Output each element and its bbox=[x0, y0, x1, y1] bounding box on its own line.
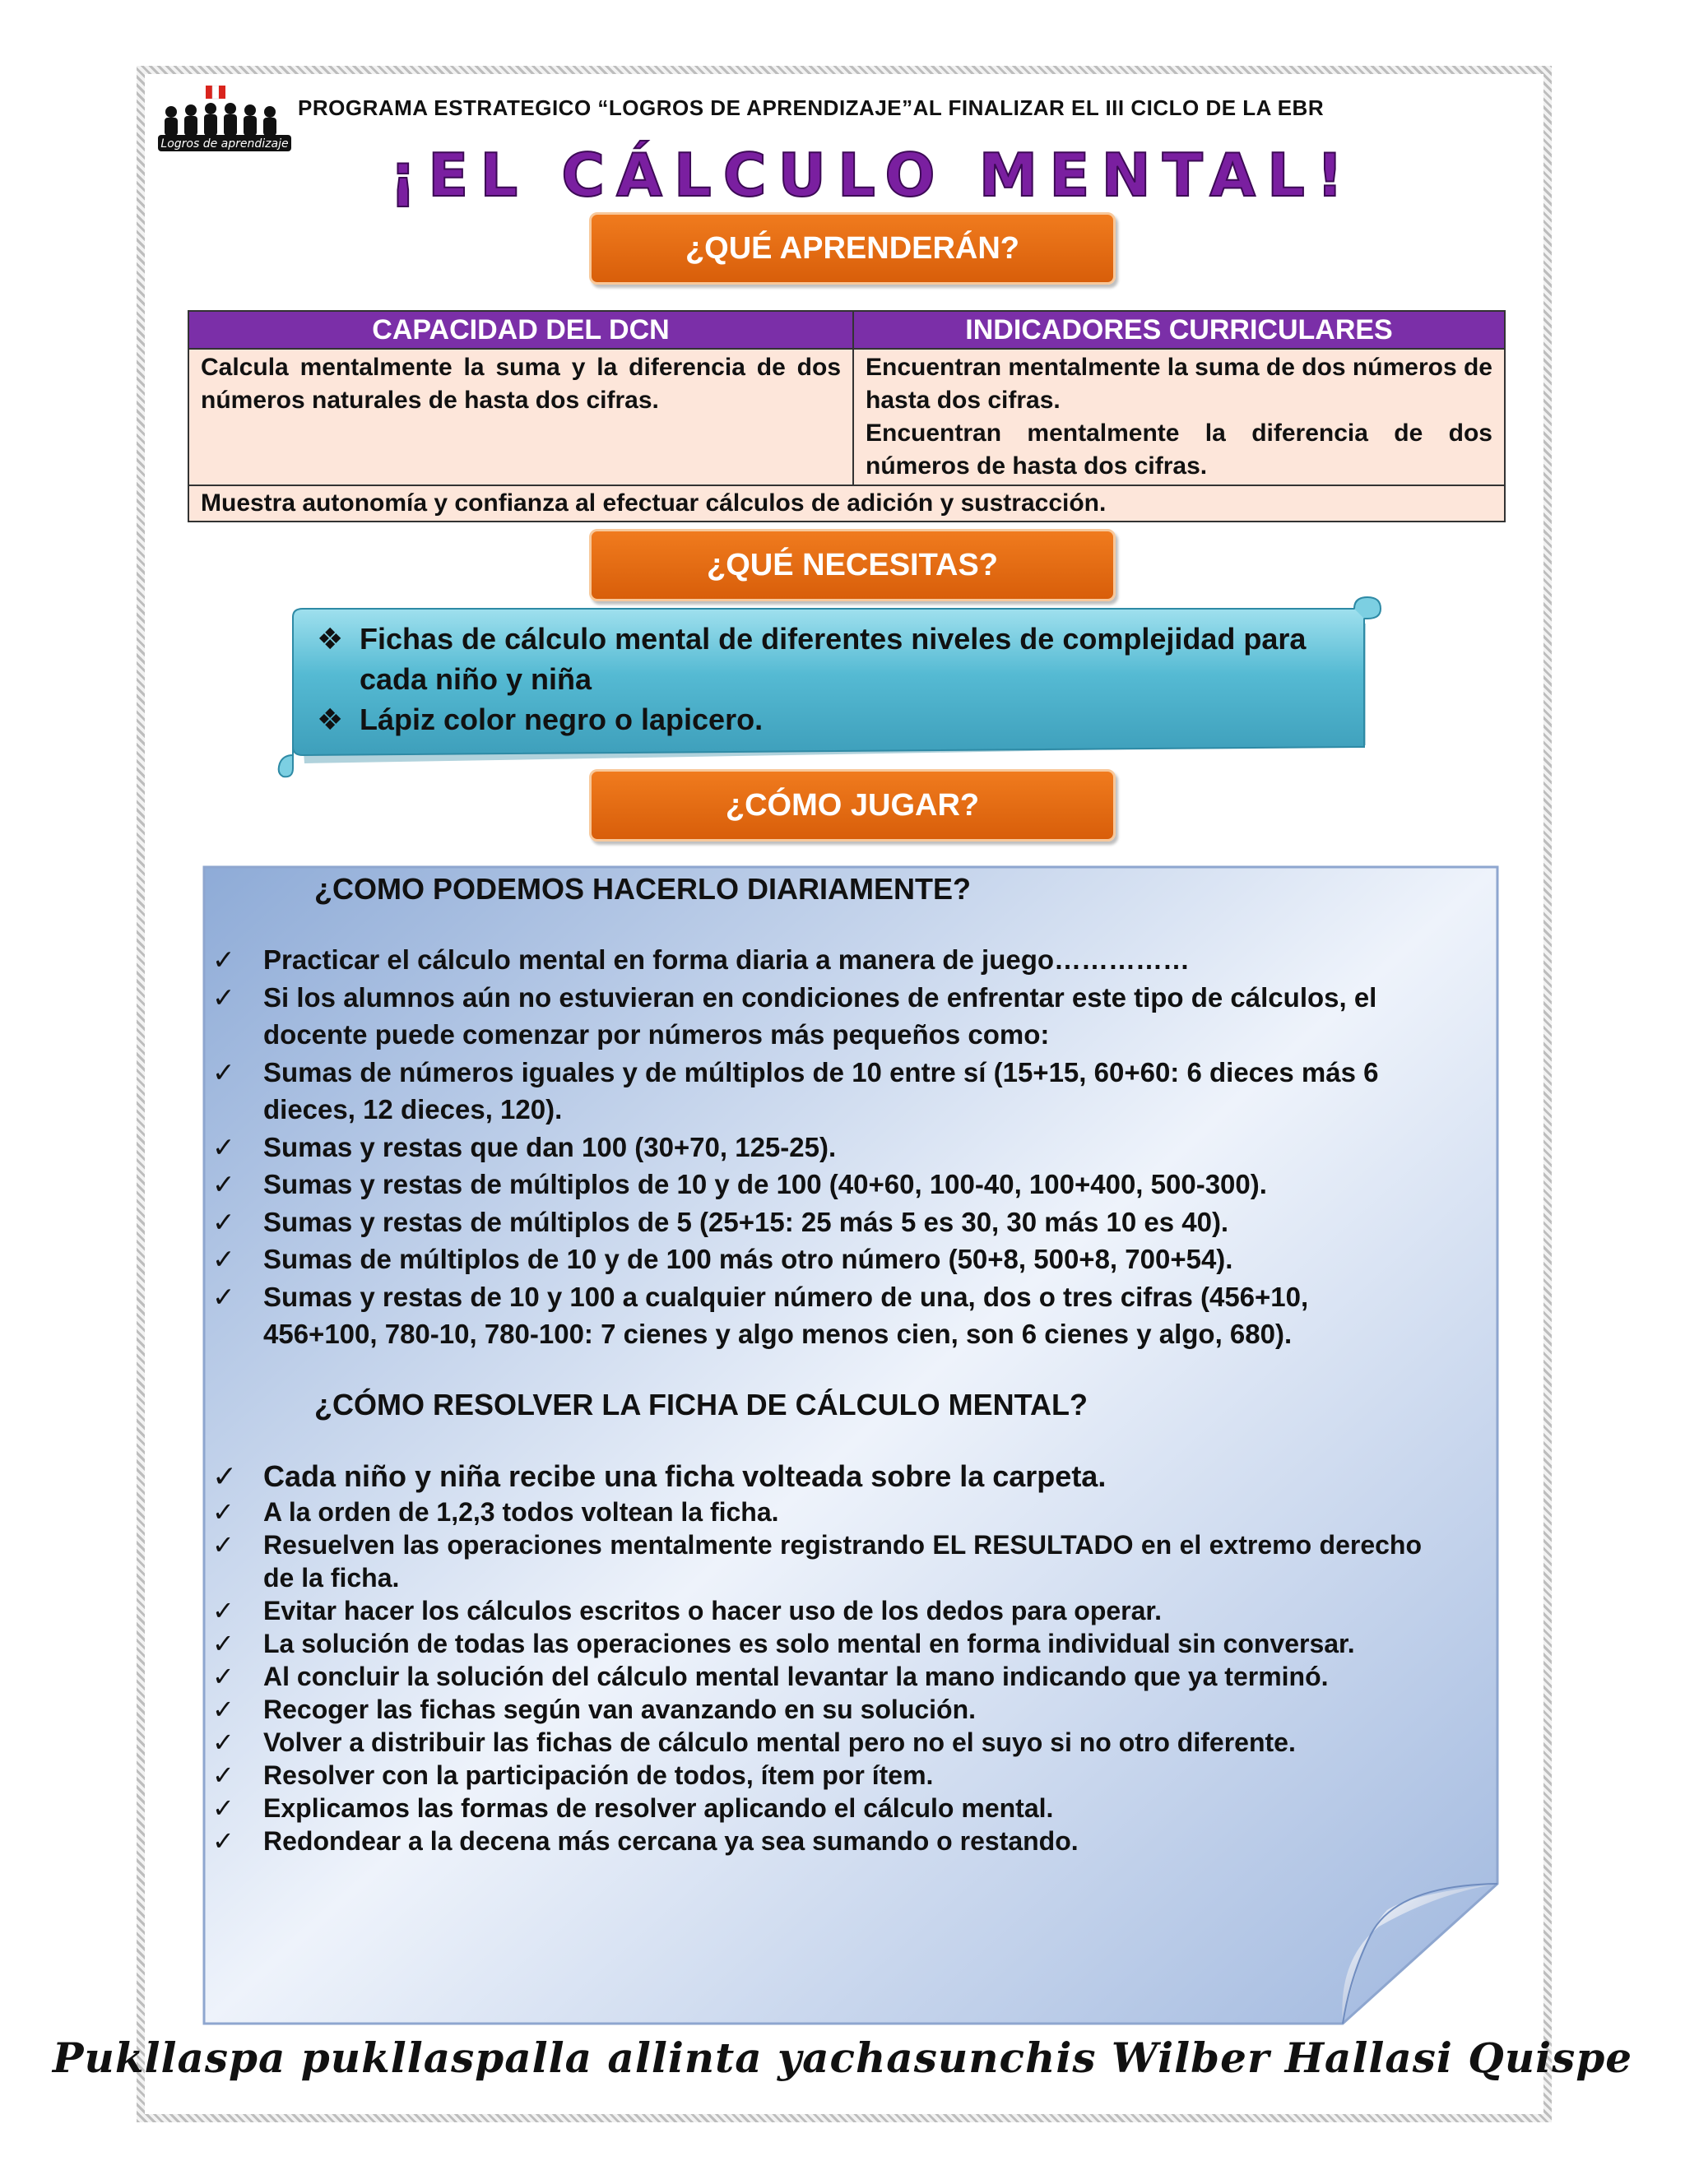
list-item: ✓ Sumas y restas de múltiplos de 5 (25+15: 25 más 5 es 30, 30 más 10 es 40). bbox=[212, 1203, 1422, 1241]
checkmark-icon: ✓ bbox=[212, 1793, 234, 1823]
checkmark-icon: ✓ bbox=[212, 1244, 235, 1274]
list-item: ✓ La solución de todas las operaciones es solo mental en forma individual sin conversar. bbox=[212, 1629, 1355, 1658]
svg-text:Logros de aprendizaje: Logros de aprendizaje bbox=[160, 137, 289, 151]
capacidad-header: CAPACIDAD DEL DCN bbox=[188, 311, 853, 349]
list-item: ✓ Sumas de números iguales y de múltiplos de 10 entre sí (15+15, 60+60: 6 dieces más 6 dieces, 12 dieces, 120). bbox=[212, 1054, 1422, 1129]
list-item: ✓ Sumas de múltiplos de 10 y de 100 más otro número (50+8, 500+8, 700+54). bbox=[212, 1240, 1422, 1278]
checkmark-icon: ✓ bbox=[212, 1596, 234, 1625]
checkmark-icon: ✓ bbox=[212, 1826, 234, 1856]
list-item: ✓ Al concluir la solución del cálculo mental levantar la mano indicando que ya terminó. bbox=[212, 1662, 1329, 1691]
diamond-bullet-icon: ❖ bbox=[317, 702, 344, 736]
list-item: ✓ Recoger las fichas según van avanzando en su solución. bbox=[212, 1695, 977, 1724]
como-jugar-banner: ¿CÓMO JUGAR? bbox=[589, 769, 1116, 842]
checkmark-icon: ✓ bbox=[212, 1497, 234, 1527]
checkmark-icon: ✓ bbox=[212, 1662, 234, 1691]
footer-motto: Pukllaspa pukllaspalla allinta yachasunchis Wilber Hallasi Quispe bbox=[52, 2033, 1633, 2082]
svg-text:¡EL CÁLCULO MENTAL!: ¡EL CÁLCULO MENTAL! bbox=[389, 141, 1355, 210]
indicador-diferencia: Encuentran mentalmente la diferencia de dos números de hasta dos cifras. bbox=[866, 420, 1492, 480]
list-item: ✓ Resuelven las operaciones mentalmente registrando EL RESULTADO en el extremo derecho de la ficha. bbox=[212, 1530, 1422, 1593]
checkmark-icon: ✓ bbox=[212, 1169, 235, 1199]
list-item: ✓ Redondear a la decena más cercana ya sea sumando o restando. bbox=[212, 1826, 1079, 1856]
list-item: ✓ Sumas y restas de múltiplos de 10 y de 100 (40+60, 100-40, 100+400, 500-300). bbox=[212, 1166, 1422, 1203]
indicador-suma: Encuentran mentalmente la suma de dos números de hasta dos cifras. bbox=[866, 354, 1492, 414]
main-title bbox=[0, 137, 1685, 219]
checkmark-icon: ✓ bbox=[212, 1695, 234, 1724]
checkmark-icon: ✓ bbox=[212, 1056, 235, 1087]
checkmark-icon: ✓ bbox=[212, 1760, 234, 1790]
list-item: ✓ Explicamos las formas de resolver aplicando el cálculo mental. bbox=[212, 1793, 1054, 1823]
list-item: ✓ Volver a distribuir las fichas de cálculo mental pero no el suyo si no otro diferente. bbox=[212, 1727, 1296, 1757]
materials-list bbox=[317, 619, 1362, 740]
checkmark-icon: ✓ bbox=[212, 1629, 234, 1658]
indicadores-cell bbox=[853, 349, 1505, 485]
autonomia-row: Muestra autonomía y confianza al efectuar cálculos de adición y sustracción. bbox=[188, 485, 1505, 522]
checkmark-icon: ✓ bbox=[212, 944, 235, 975]
resolve-list bbox=[212, 1458, 1422, 1857]
list-item: ✓ Sumas y restas que dan 100 (30+70, 125-25). bbox=[212, 1129, 1422, 1166]
resolve-heading: ¿CÓMO RESOLVER LA FICHA DE CÁLCULO MENTAL? bbox=[314, 1388, 1088, 1421]
checkmark-icon: ✓ bbox=[212, 1530, 234, 1560]
diamond-bullet-icon: ❖ bbox=[317, 622, 344, 656]
indicadores-header: INDICADORES CURRICULARES bbox=[853, 311, 1505, 349]
daily-heading: ¿COMO PODEMOS HACERLO DIARIAMENTE? bbox=[314, 872, 971, 906]
list-item: ✓ A la orden de 1,2,3 todos voltean la ficha. bbox=[212, 1497, 779, 1527]
checkmark-icon: ✓ bbox=[212, 1206, 235, 1237]
list-item: ✓ Sumas y restas de 10 y 100 a cualquier número de una, dos o tres cifras (456+10, 456+100, 780-10, 780-100: 7 cienes y algo menos cien, son 6 cienes y algo, 680). bbox=[212, 1278, 1422, 1353]
daily-list bbox=[212, 941, 1422, 1353]
list-item: ✓ Si los alumnos aún no estuvieran en condiciones de enfrentar este tipo de cálculos, el docente puede comenzar por números más pequeños como: bbox=[212, 979, 1422, 1054]
checkmark-icon: ✓ bbox=[212, 1459, 238, 1493]
list-item: ✓ Practicar el cálculo mental en forma diaria a manera de juego…………… bbox=[212, 941, 1422, 979]
que-necesitas-banner: ¿QUÉ NECESITAS? bbox=[589, 529, 1116, 601]
checkmark-icon: ✓ bbox=[212, 1281, 235, 1312]
checkmark-icon: ✓ bbox=[212, 1131, 235, 1162]
checkmark-icon: ✓ bbox=[212, 1727, 234, 1757]
list-item: ✓ Resolver con la participación de todos, ítem por ítem. bbox=[212, 1760, 934, 1790]
program-title: PROGRAMA ESTRATEGICO “LOGROS DE APRENDIZAJE”AL FINALIZAR EL III CICLO DE LA EBR bbox=[298, 95, 1325, 120]
material-item: ❖ Lápiz color negro o lapicero. bbox=[317, 699, 1362, 740]
capacidad-cell: Calcula mentalmente la suma y la diferencia de dos números naturales de hasta dos cifras. bbox=[188, 349, 853, 485]
list-item: ✓ Cada niño y niña recibe una ficha volteada sobre la carpeta. bbox=[212, 1458, 1422, 1495]
checkmark-icon: ✓ bbox=[212, 981, 235, 1013]
list-item: ✓ Evitar hacer los cálculos escritos o hacer uso de los dedos para operar. bbox=[212, 1596, 1162, 1625]
que-aprenderan-banner: ¿QUÉ APRENDERÁN? bbox=[589, 212, 1116, 285]
material-item: ❖ Fichas de cálculo mental de diferentes niveles de complejidad para cada niño y niña bbox=[317, 619, 1362, 699]
capacidades-table bbox=[188, 310, 1506, 522]
